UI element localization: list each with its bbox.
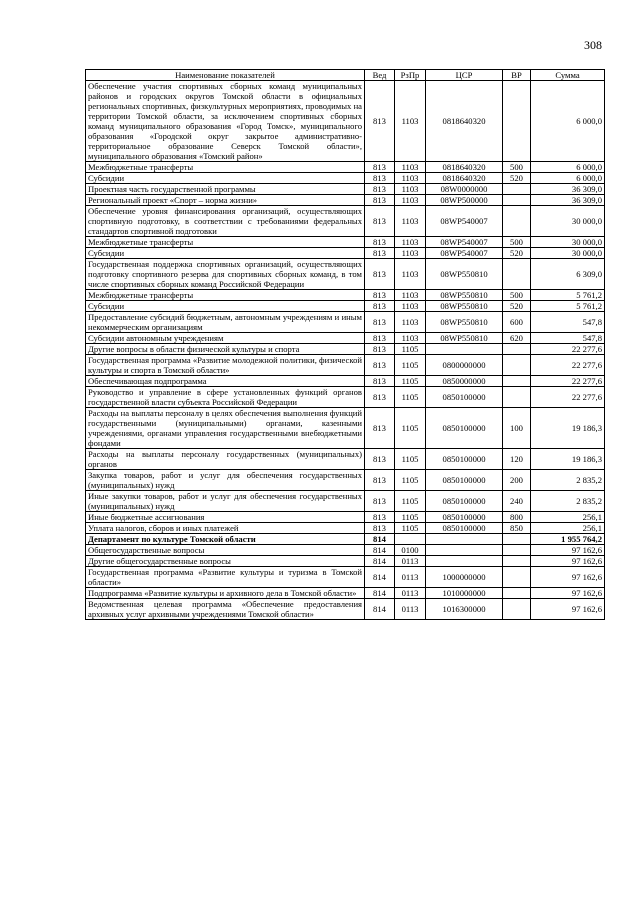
row-sum: 30 000,0 [531,237,605,248]
row-name: Иные бюджетные ассигнования [86,512,365,523]
row-csr [426,344,503,355]
row-rzpr: 1103 [395,333,426,344]
row-csr: 08WP550810 [426,259,503,290]
row-sum: 30 000,0 [531,248,605,259]
table-row [86,184,605,195]
row-rzpr: 1103 [395,162,426,173]
row-vr [503,567,531,588]
row-ved: 813 [365,173,395,184]
row-vr: 500 [503,162,531,173]
header-rzpr: РзПр [395,70,426,81]
table-row [86,312,605,333]
row-name: Субсидии автономным учреждениям [86,333,365,344]
row-rzpr: 1105 [395,387,426,408]
table-row [86,567,605,588]
row-name: Обеспечение участия спортивных сборных команд муниципальных районов и городских округов Томской области в официальных региональных спортивных, физкультурных мероприятиях, проводимых на территории Томской области, за исключением спортивных сборных команд муниципального образования «Город Томск», муниципального образования «Городской округ закрытое административно-территориальное образование Северск Томской области», муниципального образования «Томский район» [86,81,365,162]
row-csr: 1016300000 [426,599,503,620]
table-row [86,248,605,259]
row-ved: 813 [365,259,395,290]
row-vr [503,599,531,620]
table-row [86,449,605,470]
row-rzpr: 1105 [395,470,426,491]
row-sum: 19 186,3 [531,449,605,470]
row-rzpr: 1105 [395,491,426,512]
row-sum: 30 000,0 [531,206,605,237]
table-row [86,259,605,290]
row-name: Государственная программа «Развитие молодежной политики, физической культуры и спорта в Томской области» [86,355,365,376]
row-rzpr: 1105 [395,355,426,376]
row-csr: 0850100000 [426,512,503,523]
row-ved: 813 [365,195,395,206]
row-ved: 813 [365,491,395,512]
row-vr [503,588,531,599]
table-row [86,290,605,301]
row-ved: 813 [365,355,395,376]
row-rzpr: 1103 [395,248,426,259]
row-rzpr: 0113 [395,588,426,599]
row-sum: 547,8 [531,312,605,333]
row-ved: 813 [365,449,395,470]
row-name: Другие общегосударственные вопросы [86,556,365,567]
row-rzpr: 1105 [395,408,426,449]
row-rzpr: 1103 [395,290,426,301]
row-vr: 620 [503,333,531,344]
table-row [86,408,605,449]
row-rzpr: 1103 [395,173,426,184]
row-sum: 97 162,6 [531,545,605,556]
row-vr: 120 [503,449,531,470]
row-sum: 36 309,0 [531,184,605,195]
row-csr: 08WP550810 [426,290,503,301]
row-ved: 813 [365,237,395,248]
header-csr: ЦСР [426,70,503,81]
row-ved: 813 [365,312,395,333]
row-sum: 97 162,6 [531,588,605,599]
row-vr [503,81,531,162]
row-csr: 0850100000 [426,523,503,534]
row-ved: 813 [365,184,395,195]
row-sum: 547,8 [531,333,605,344]
row-sum: 6 000,0 [531,173,605,184]
table-row [86,162,605,173]
row-ved: 813 [365,512,395,523]
row-name: Региональный проект «Спорт – норма жизни» [86,195,365,206]
row-ved: 813 [365,162,395,173]
row-name: Другие вопросы в области физической культуры и спорта [86,344,365,355]
row-sum: 97 162,6 [531,556,605,567]
table-row [86,195,605,206]
row-name: Межбюджетные трансферты [86,237,365,248]
row-ved: 814 [365,588,395,599]
table-row [86,333,605,344]
table-row [86,545,605,556]
row-ved: 813 [365,470,395,491]
row-name: Субсидии [86,301,365,312]
row-rzpr: 1103 [395,301,426,312]
row-name: Обеспечение уровня финансирования организаций, осуществляющих спортивную подготовку, в соответствии с требованиями федеральных стандартов спортивной подготовки [86,206,365,237]
row-vr [503,184,531,195]
row-sum: 97 162,6 [531,599,605,620]
row-ved: 813 [365,387,395,408]
row-vr: 100 [503,408,531,449]
row-sum: 256,1 [531,512,605,523]
row-csr [426,556,503,567]
row-rzpr: 1105 [395,449,426,470]
row-csr: 08WP550810 [426,301,503,312]
row-sum: 6 309,0 [531,259,605,290]
table-row [86,599,605,620]
row-vr [503,556,531,567]
table-row [86,301,605,312]
row-ved: 813 [365,301,395,312]
header-sum: Сумма [531,70,605,81]
row-sum: 6 000,0 [531,81,605,162]
row-vr: 240 [503,491,531,512]
row-vr: 800 [503,512,531,523]
row-name: Государственная программа «Развитие культуры и туризма в Томской области» [86,567,365,588]
row-rzpr: 1105 [395,523,426,534]
row-ved: 813 [365,81,395,162]
row-ved: 814 [365,534,395,545]
table-row [86,523,605,534]
row-vr: 850 [503,523,531,534]
table-row [86,81,605,162]
table-row [86,344,605,355]
row-vr: 500 [503,290,531,301]
row-ved: 814 [365,567,395,588]
row-ved: 813 [365,408,395,449]
row-csr: 0850100000 [426,470,503,491]
row-rzpr: 1103 [395,81,426,162]
row-ved: 813 [365,523,395,534]
row-vr [503,545,531,556]
row-sum: 22 277,6 [531,376,605,387]
row-sum: 19 186,3 [531,408,605,449]
table-row [86,387,605,408]
row-vr [503,387,531,408]
row-csr: 08W0000000 [426,184,503,195]
row-vr: 520 [503,173,531,184]
row-rzpr: 0100 [395,545,426,556]
row-ved: 814 [365,545,395,556]
table-row [86,556,605,567]
row-csr: 0850100000 [426,491,503,512]
row-csr: 08WP540007 [426,206,503,237]
row-vr [503,376,531,387]
table-header-row [86,70,605,81]
row-rzpr: 0113 [395,567,426,588]
row-vr [503,534,531,545]
row-rzpr: 1103 [395,312,426,333]
row-name: Подпрограмма «Развитие культуры и архивного дела в Томской области» [86,588,365,599]
row-name: Департамент по культуре Томской области [86,534,365,545]
row-rzpr: 1103 [395,195,426,206]
row-csr: 0818640320 [426,162,503,173]
table-row [86,470,605,491]
row-sum: 97 162,6 [531,567,605,588]
row-name: Общегосударственные вопросы [86,545,365,556]
table-row [86,534,605,545]
row-vr: 500 [503,237,531,248]
row-csr [426,534,503,545]
row-name: Руководство и управление в сфере установленных функций органов государственной власти субъекта Российской Федерации [86,387,365,408]
row-vr [503,206,531,237]
row-sum: 22 277,6 [531,387,605,408]
row-vr: 600 [503,312,531,333]
row-sum: 22 277,6 [531,344,605,355]
row-csr: 1000000000 [426,567,503,588]
row-csr: 1010000000 [426,588,503,599]
row-rzpr: 1103 [395,206,426,237]
row-csr: 0850100000 [426,449,503,470]
table-row [86,376,605,387]
row-rzpr: 1103 [395,237,426,248]
row-ved: 813 [365,206,395,237]
row-name: Закупка товаров, работ и услуг для обеспечения государственных (муниципальных) нужд [86,470,365,491]
table-body [86,81,605,620]
table-row [86,206,605,237]
row-rzpr [395,534,426,545]
row-name: Межбюджетные трансферты [86,162,365,173]
header-name: Наименование показателей [86,70,365,81]
row-sum: 2 835,2 [531,491,605,512]
row-rzpr: 1105 [395,344,426,355]
row-ved: 813 [365,248,395,259]
row-sum: 22 277,6 [531,355,605,376]
row-name: Уплата налогов, сборов и иных платежей [86,523,365,534]
row-ved: 813 [365,344,395,355]
row-vr [503,195,531,206]
header-ved: Вед [365,70,395,81]
row-csr: 0850100000 [426,408,503,449]
row-sum: 36 309,0 [531,195,605,206]
row-rzpr: 0113 [395,599,426,620]
table-row [86,588,605,599]
row-name: Субсидии [86,248,365,259]
header-vr: ВР [503,70,531,81]
row-csr: 08WP500000 [426,195,503,206]
row-vr: 200 [503,470,531,491]
row-vr: 520 [503,301,531,312]
row-name: Проектная часть государственной программы [86,184,365,195]
row-csr: 08WP540007 [426,237,503,248]
budget-table [85,69,605,620]
row-csr: 08WP550810 [426,312,503,333]
row-vr [503,355,531,376]
table-row [86,237,605,248]
row-name: Обеспечивающая подпрограмма [86,376,365,387]
row-vr [503,259,531,290]
row-sum: 1 955 764,2 [531,534,605,545]
row-csr: 0818640320 [426,173,503,184]
table-row [86,173,605,184]
row-name: Иные закупки товаров, работ и услуг для обеспечения государственных (муниципальных) нужд [86,491,365,512]
page-number: 308 [584,38,602,52]
row-sum: 6 000,0 [531,162,605,173]
row-ved: 813 [365,290,395,301]
row-ved: 813 [365,333,395,344]
table-row [86,355,605,376]
table-row [86,491,605,512]
row-sum: 256,1 [531,523,605,534]
row-csr [426,545,503,556]
row-rzpr: 1105 [395,376,426,387]
row-csr: 08WP540007 [426,248,503,259]
row-csr: 0800000000 [426,355,503,376]
row-vr [503,344,531,355]
table-row [86,512,605,523]
row-name: Межбюджетные трансферты [86,290,365,301]
row-csr: 08WP550810 [426,333,503,344]
row-ved: 814 [365,556,395,567]
row-csr: 0850100000 [426,387,503,408]
row-csr: 0818640320 [426,81,503,162]
row-name: Ведомственная целевая программа «Обеспечение предоставления архивных услуг архивными учреждениями Томской области» [86,599,365,620]
row-sum: 2 835,2 [531,470,605,491]
row-rzpr: 1103 [395,184,426,195]
row-sum: 5 761,2 [531,290,605,301]
row-ved: 814 [365,599,395,620]
row-name: Предоставление субсидий бюджетным, автономным учреждениям и иным некоммерческим организациям [86,312,365,333]
row-csr: 0850000000 [426,376,503,387]
row-ved: 813 [365,376,395,387]
row-sum: 5 761,2 [531,301,605,312]
row-name: Государственная поддержка спортивных организаций, осуществляющих подготовку спортивного резерва для спортивных сборных команд, в том числе спортивных сборных команд Российской Федерации [86,259,365,290]
row-name: Расходы на выплаты персоналу в целях обеспечения выполнения функций государственными (муниципальными) органами, казенными учреждениями, органами управления государственными внебюджетными фондами [86,408,365,449]
row-vr: 520 [503,248,531,259]
row-name: Расходы на выплаты персоналу государственных (муниципальных) органов [86,449,365,470]
row-name: Субсидии [86,173,365,184]
row-rzpr: 1105 [395,512,426,523]
row-rzpr: 0113 [395,556,426,567]
row-rzpr: 1103 [395,259,426,290]
